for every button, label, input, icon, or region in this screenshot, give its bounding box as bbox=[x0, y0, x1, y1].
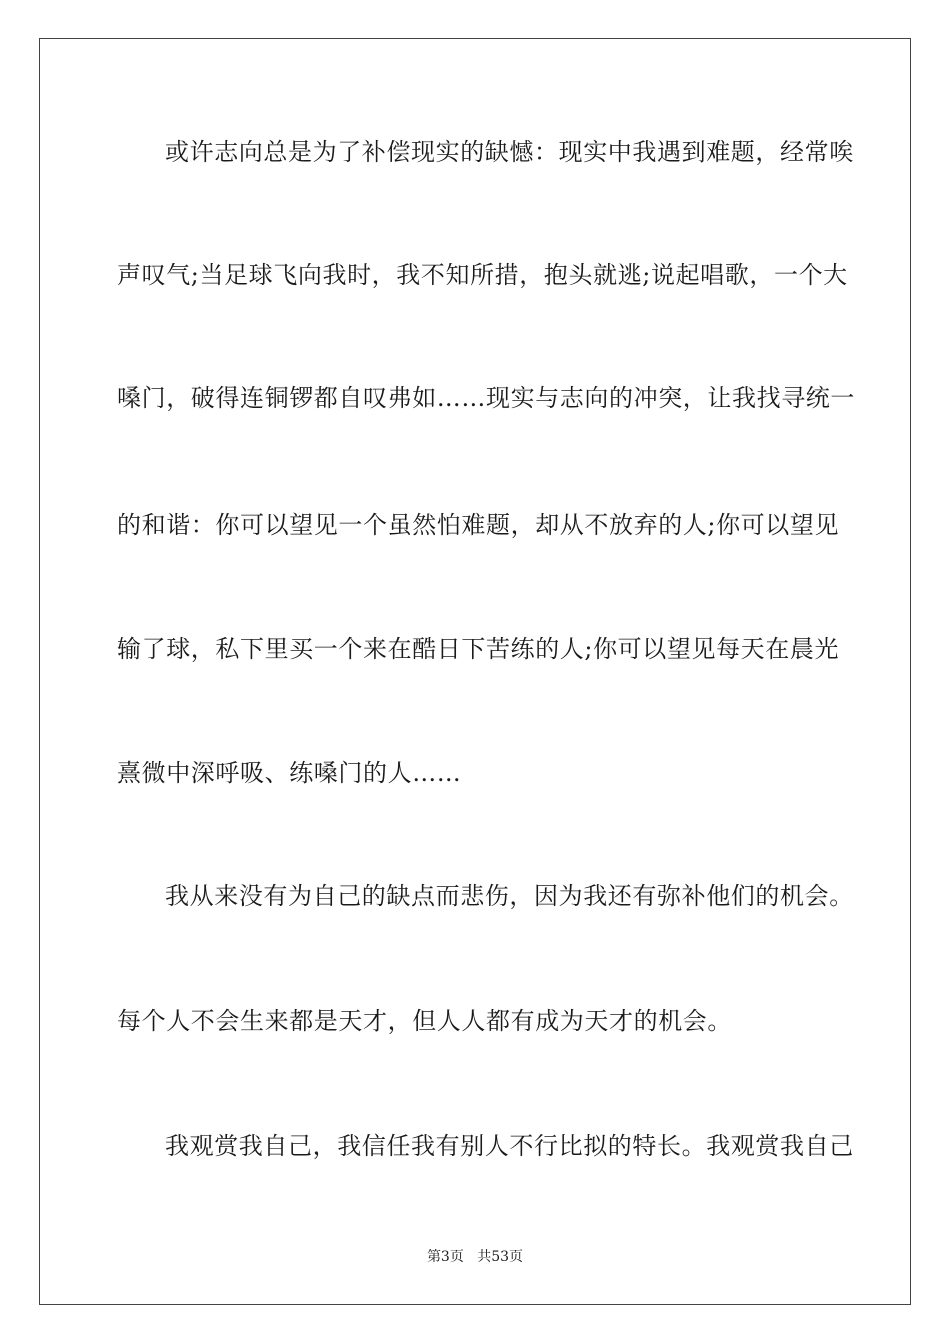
text-line: 输了球，私下里买一个来在酷日下苦练的人;你可以望见每天在晨光 bbox=[117, 635, 840, 663]
page-border bbox=[39, 38, 911, 1305]
text-line: 每个人不会生来都是天才，但人人都有成为天才的机会。 bbox=[117, 1007, 732, 1035]
text-line: 的和谐：你可以望见一个虽然怕难题，却从不放弃的人;你可以望见 bbox=[117, 511, 840, 539]
text-line: 熹微中深呼吸、练嗓门的人…… bbox=[117, 759, 462, 787]
page-number: 第3页 bbox=[426, 1249, 464, 1265]
text-line: 或许志向总是为了补偿现实的缺憾：现实中我遇到难题，经常唉 bbox=[165, 138, 854, 166]
text-line: 我从来没有为自己的缺点而悲伤，因为我还有弥补他们的机会。 bbox=[165, 882, 854, 910]
text-line: 声叹气;当足球飞向我时，我不知所措，抱头就逃;说起唱歌，一个大 bbox=[117, 261, 848, 289]
page-footer bbox=[0, 1247, 950, 1267]
text-line: 我观赏我自己，我信任我有别人不行比拟的特长。我观赏我自己 bbox=[165, 1132, 854, 1160]
text-line: 嗓门，破得连铜锣都自叹弗如……现实与志向的冲突，让我找寻统一 bbox=[117, 384, 855, 412]
total-pages: 共53页 bbox=[477, 1249, 524, 1265]
